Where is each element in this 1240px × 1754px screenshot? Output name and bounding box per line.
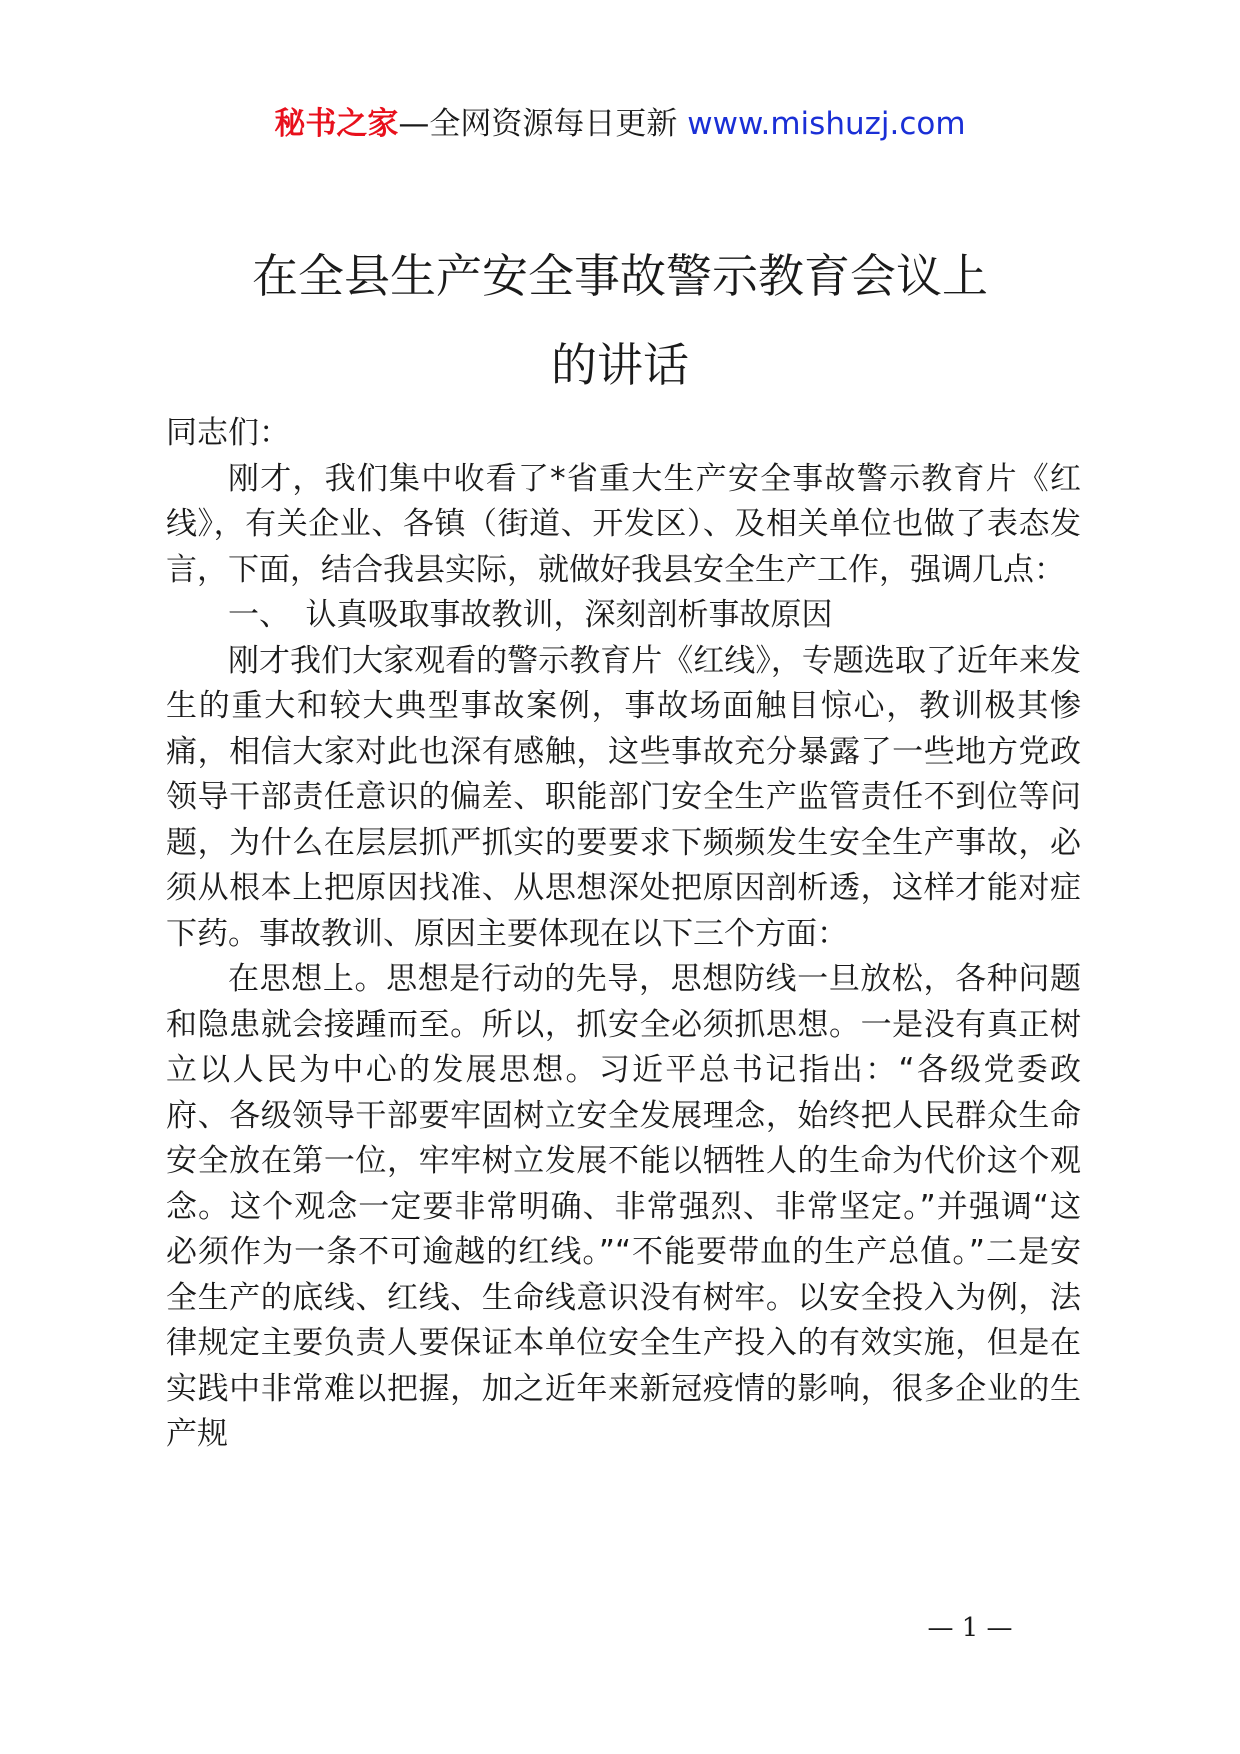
banner-brand: 秘书之家 bbox=[274, 106, 399, 142]
paragraph-ideology: 在思想上。思想是行动的先导，思想防线一旦放松，各种问题和隐患就会接踵而至。所以，抓安全必须抓思想。一是没有真正树立以人民为中心的发展思想。习近平总书记指出：“各级党委政府、各级领导干部要牢固树立安全发展理念，始终把人民群众生命安全放在第一位，牢牢树立发展不能以牺牲人的生命为代价这个观念。这个观念一定要非常明确、非常强烈、非常坚定。”并强调“这必须作为一条不可逾越的红线。”“不能要带血的生产总值。”二是安全生产的底线、红线、生命线意识没有树牢。以安全投入为例，法律规定主要负责人要保证本单位安全生产投入的有效实施，但是在实践中非常难以把握，加之近年来新冠疫情的影响，很多企业的生产规 bbox=[166, 961, 1081, 1452]
page-number: — 1 — bbox=[927, 1613, 1013, 1643]
salutation: 同志们： bbox=[166, 415, 290, 451]
document-title-line-2: 的讲话 bbox=[551, 338, 689, 392]
paragraph-intro: 刚才，我们集中收看了*省重大生产安全事故警示教育片《红线》，有关企业、各镇（街道、开发区）、及相关单位也做了表态发言，下面，结合我县实际，就做好我县安全生产工作，强调几点： bbox=[166, 460, 1081, 588]
site-banner bbox=[0, 104, 1240, 144]
document-body bbox=[166, 411, 1081, 1458]
banner-url-link[interactable]: www.mishuzj.com bbox=[687, 106, 966, 142]
banner-slogan: —全网资源每日更新 bbox=[398, 106, 678, 142]
document-title-line-1: 在全县生产安全事故警示教育会议上 bbox=[252, 249, 988, 303]
section-heading-1: 一、 认真吸取事故教训，深刻剖析事故原因 bbox=[228, 597, 833, 633]
paragraph-section1-body: 刚才我们大家观看的警示教育片《红线》，专题选取了近年来发生的重大和较大典型事故案例，事故场面触目惊心，教训极其惨痛，相信大家对此也深有感触，这些事故充分暴露了一些地方党政领导干部责任意识的偏差、职能部门安全生产监管责任不到位等问题，为什么在层层抓严抓实的要要求下频频发生安全生产事故，必须从根本上把原因找准、从思想深处把原因剖析透，这样才能对症下药。事故教训、原因主要体现在以下三个方面： bbox=[166, 642, 1081, 952]
